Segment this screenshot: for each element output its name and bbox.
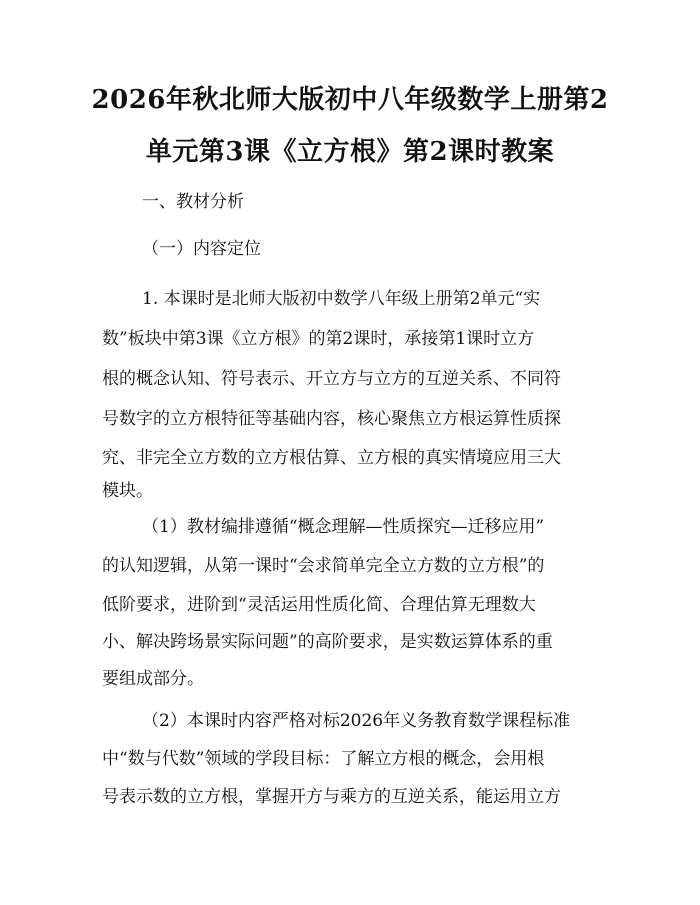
- paragraph-3-line: （2）本课时内容严格对标2026年义务教育数学课程标准: [142, 711, 571, 731]
- paragraph-2-line: 要组成部分。: [102, 669, 204, 689]
- paragraph-2-line: 的认知逻辑，从第一课时“会求简单完全立方数的立方根”的: [102, 556, 545, 576]
- document-title-line-2: 单元第3课《立方根》第2课时教案: [145, 137, 555, 167]
- document-title-line-1: 2026年秋北师大版初中八年级数学上册第2: [91, 85, 609, 115]
- paragraph-1-line: 数”板块中第3课《立方根》的第2课时，承接第1课时立方: [102, 329, 535, 349]
- paragraph-3-line: 号表示数的立方根，掌握开方与乘方的互逆关系，能运用立方: [102, 787, 561, 807]
- paragraph-1-line: 模块。: [102, 481, 153, 501]
- paragraph-1-line: 1. 本课时是北师大版初中数学八年级上册第2单元“实: [142, 289, 541, 309]
- paragraph-1-line: 究、非完全立方数的立方根估算、立方根的真实情境应用三大: [102, 448, 561, 468]
- section-heading: 一、教材分析: [142, 192, 244, 212]
- paragraph-2-line: 小、解决跨场景实际问题”的高阶要求，是实数运算体系的重: [102, 632, 553, 652]
- subsection-heading: （一）内容定位: [142, 239, 261, 259]
- paragraph-1-line: 号数字的立方根特征等基础内容，核心聚焦立方根运算性质探: [102, 409, 561, 429]
- paragraph-2-line: （1）教材编排遵循“概念理解—性质探究—迁移应用”: [142, 517, 545, 537]
- paragraph-3-line: 中“数与代数”领域的学段目标：了解立方根的概念，会用根: [102, 749, 545, 769]
- paragraph-2-line: 低阶要求，进阶到“灵活运用性质化简、合理估算无理数大: [102, 595, 536, 615]
- paragraph-1-line: 根的概念认知、符号表示、开立方与立方的互逆关系、不同符: [102, 369, 561, 389]
